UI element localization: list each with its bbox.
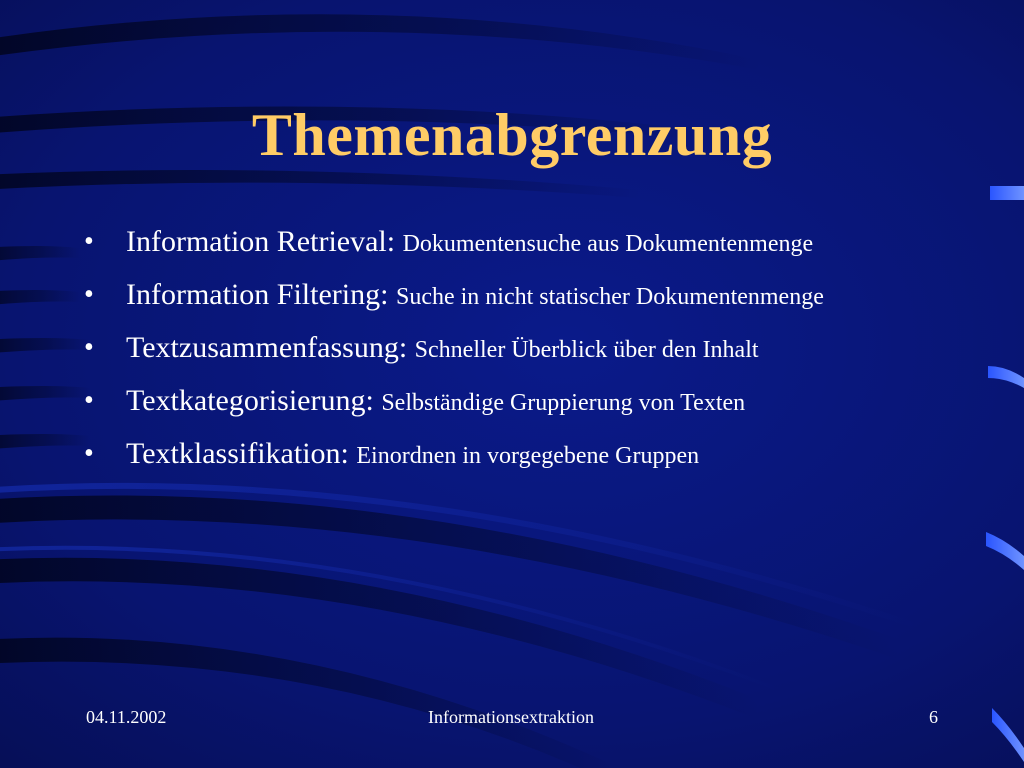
bullet-point-icon: •: [84, 438, 94, 469]
footer-date: 04.11.2002: [86, 707, 167, 727]
list-item: [84, 277, 964, 318]
page-number: 6: [929, 707, 938, 727]
bullet-description: Selbständige Gruppierung von Texten: [381, 390, 746, 416]
bullet-point-icon: •: [84, 279, 94, 310]
bullet-term: Textklassifikation:: [126, 437, 357, 470]
bullet-point-icon: •: [84, 332, 94, 363]
bullet-description: Suche in nicht statischer Dokumentenmenge: [395, 284, 824, 310]
bullet-description: Dokumentensuche aus Dokumentenmenge: [402, 231, 814, 257]
list-item: [84, 436, 964, 477]
bullet-list: [84, 224, 964, 489]
bullet-term: Information Filtering:: [126, 278, 396, 311]
bullet-term: Information Retrieval:: [126, 225, 403, 258]
bullet-point-icon: •: [84, 385, 94, 416]
bullet-description: Einordnen in vorgegebene Gruppen: [356, 443, 700, 469]
bullet-term: Textkategorisierung:: [126, 384, 382, 417]
bullet-point-icon: •: [84, 226, 94, 257]
bullet-description: Schneller Überblick über den Inhalt: [414, 337, 759, 363]
footer-title: Informationsextraktion: [428, 707, 594, 727]
bullet-term: Textzusammenfassung:: [126, 331, 415, 364]
slide-title: Themenabgrenzung: [251, 102, 773, 168]
list-item: [84, 330, 964, 371]
list-item: [84, 224, 964, 265]
list-item: [84, 383, 964, 424]
